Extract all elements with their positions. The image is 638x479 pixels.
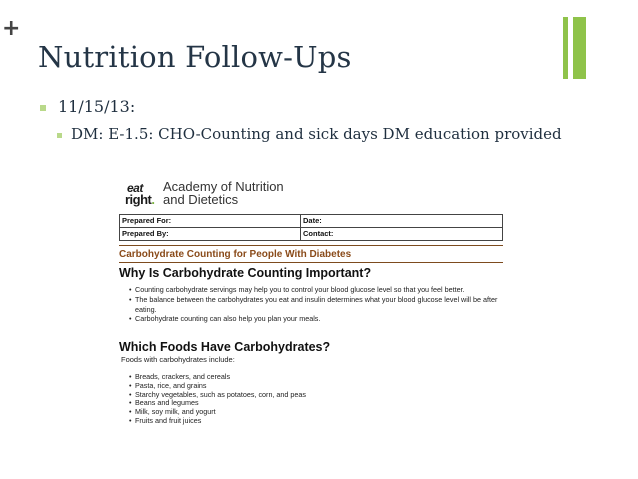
date-label: Date: (301, 215, 503, 228)
list-item: • Starchy vegetables, such as potatoes, corn, and peas (129, 391, 499, 400)
ribbon-title: Carbohydrate Counting for People With Diabetes (119, 249, 352, 260)
accent-bar-thin (563, 17, 568, 79)
prepared-by-label: Prepared By: (120, 228, 301, 241)
prepared-for-label: Prepared For: (120, 215, 301, 228)
bullet-sub-text: DM: E-1.5: CHO-Counting and sick days DM education provided (71, 125, 562, 143)
foods-intro: Foods with carbohydrates include: (121, 355, 235, 364)
plus-mark: + (2, 16, 21, 41)
list-item: • Pasta, rice, and grains (129, 382, 499, 391)
list-item: • Counting carbohydrate servings may help you to control your blood glucose level so that you feel better. (129, 285, 499, 295)
bullet-sub (57, 125, 562, 143)
logo-right-text: right. (125, 192, 155, 207)
bullet-date (40, 97, 135, 116)
prepared-info-table (119, 214, 503, 241)
contact-label: Contact: (301, 228, 503, 241)
foods-list (129, 373, 499, 426)
eatright-logo (125, 180, 159, 210)
heading-which-foods: Which Foods Have Carbohydrates? (119, 340, 331, 354)
bullet-square-icon (40, 105, 46, 111)
heading-why-count: Why Is Carbohydrate Counting Important? (119, 266, 372, 280)
bullet-date-text: 11/15/13: (58, 97, 136, 116)
org-name-line2: and Dietetics (163, 192, 239, 207)
accent-bar-thick (573, 17, 586, 79)
why-list (129, 285, 499, 324)
list-item: • Breads, crackers, and cereals (129, 373, 499, 382)
slide-title: Nutrition Follow-Ups (38, 40, 352, 74)
list-item: • Carbohydrate counting can also help you plan your meals. (129, 314, 499, 324)
logo-eat-text: eat (127, 181, 143, 195)
handout-image (117, 170, 507, 432)
list-item: • Milk, soy milk, and yogurt (129, 408, 499, 417)
list-item: • Beans and legumes (129, 399, 499, 408)
list-item: • The balance between the carbohydrates you eat and insulin determines what your blood glucose level will be after eating. (129, 295, 499, 315)
bullet-square-icon (57, 133, 62, 138)
org-name (163, 180, 284, 206)
ribbon-rule-bottom (119, 262, 503, 263)
list-item: • Fruits and fruit juices (129, 417, 499, 426)
ribbon-rule-top (119, 245, 503, 246)
org-name-line1: Academy of Nutrition (163, 179, 284, 194)
